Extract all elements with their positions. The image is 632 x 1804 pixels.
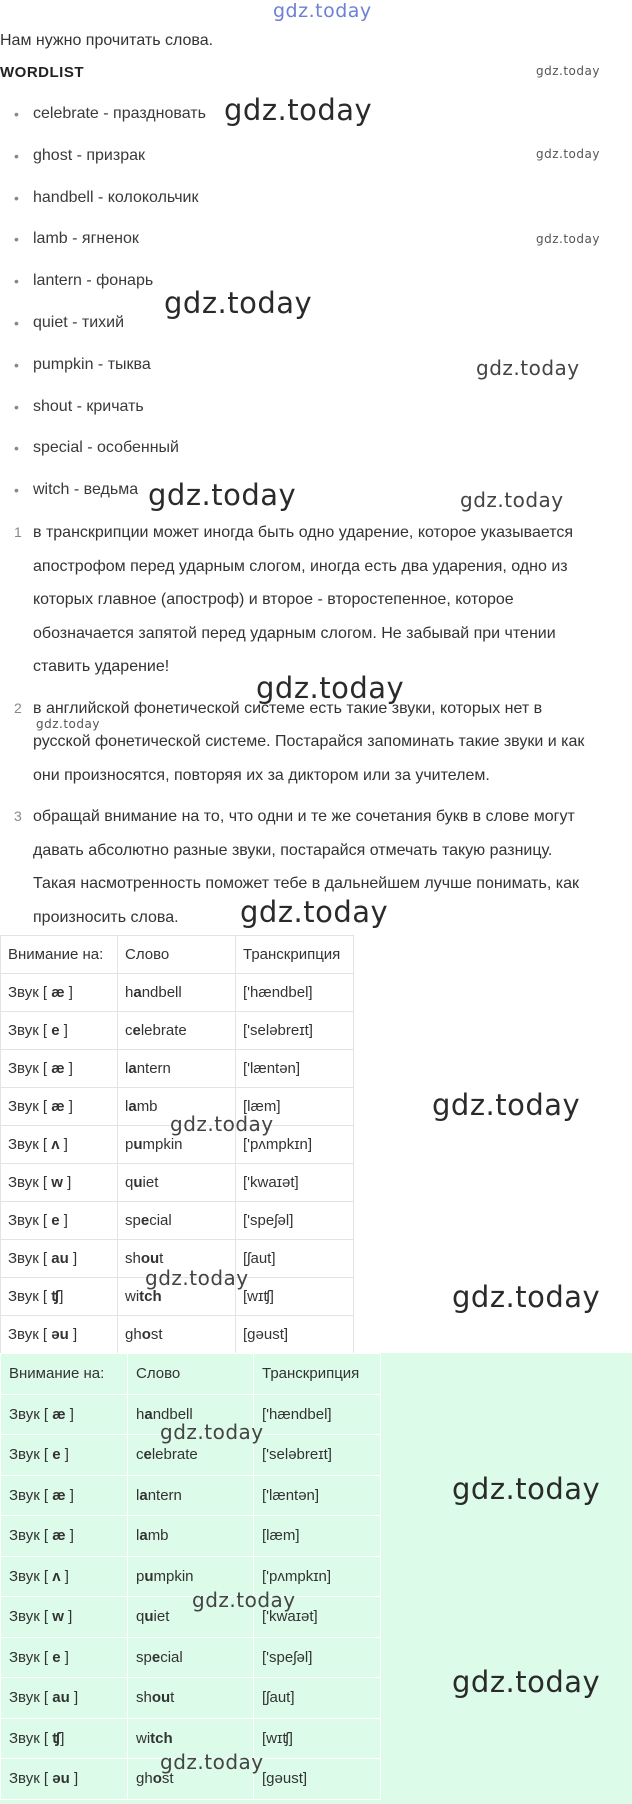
sound-suffix: ] — [69, 1770, 79, 1788]
word-part: iet — [142, 1174, 159, 1191]
word-highlight: u — [133, 1174, 143, 1191]
sound-suffix: ] — [64, 1098, 73, 1115]
watermark: gdz.today — [192, 1588, 296, 1612]
word-part: mb — [147, 1527, 169, 1545]
tip-line: в английской фонетической системе есть такие звуки, которых нет в — [33, 699, 543, 717]
tip-line: ставить ударение! — [33, 658, 170, 675]
list-item: • lamb - ягненок — [0, 228, 206, 270]
watermark: gdz.today — [240, 895, 389, 929]
sound-suffix: ] — [63, 1608, 73, 1626]
column-header: Транскрипция — [254, 1354, 381, 1395]
word-highlight: e — [143, 1446, 152, 1464]
watermark: gdz.today — [536, 232, 600, 246]
word-cell — [128, 1678, 254, 1719]
sound-prefix: Звук [ — [8, 1098, 52, 1115]
sound-prefix: Звук [ — [8, 984, 52, 1001]
word-highlight: a — [128, 1060, 137, 1077]
word-part: c — [136, 1446, 144, 1464]
transcription-cell: [ʃaut] — [236, 1240, 354, 1278]
word-part: gh — [136, 1770, 153, 1788]
watermark-top: gdz.today — [273, 0, 372, 22]
transcription-cell: [læm] — [254, 1516, 381, 1557]
sound-cell — [1, 1316, 118, 1354]
word-highlight: a — [139, 1527, 148, 1545]
sound-suffix: ] — [60, 1567, 69, 1585]
sound-cell — [1, 1088, 118, 1126]
list-item: • pumpkin - тыква — [0, 354, 206, 396]
word-highlight: e — [132, 1022, 141, 1039]
sound-prefix: Звук [ — [9, 1527, 53, 1545]
sound-prefix: Звук [ — [9, 1689, 53, 1707]
column-header: Внимание на: — [1, 1354, 128, 1395]
word-part: ndbell — [141, 984, 182, 1001]
transcription-cell: ['kwaɪət] — [236, 1164, 354, 1202]
sound-symbol: e — [51, 1022, 60, 1039]
sound-cell — [1, 974, 118, 1012]
transcription-cell: [wɪʧ] — [254, 1718, 381, 1759]
sound-suffix: ] — [60, 1446, 69, 1464]
sound-cell — [1, 1556, 128, 1597]
sound-prefix: Звук [ — [9, 1648, 53, 1666]
table-row — [1, 1475, 381, 1516]
tip-line: обозначается запятой перед ударным слогом. Не забывай при чтении — [33, 624, 556, 642]
sound-suffix: ] — [59, 1212, 68, 1229]
transcription-cell: ['speʃəl] — [254, 1637, 381, 1678]
intro-text: Нам нужно прочитать слова. — [0, 32, 214, 49]
transcription-cell: ['speʃəl] — [236, 1202, 354, 1240]
word-part: l — [125, 1060, 129, 1077]
sound-cell — [1, 1126, 118, 1164]
sound-cell — [1, 1678, 128, 1719]
word-part: p — [125, 1136, 134, 1153]
watermark: gdz.today — [256, 671, 405, 705]
sound-symbol: æ — [52, 1405, 66, 1423]
tip-line: которых главное (апостроф) и второе - второстепенное, которое — [33, 591, 514, 608]
list-item: • celebrate - праздновать — [0, 103, 206, 145]
sound-suffix: ] — [62, 1174, 72, 1191]
word-highlight: a — [139, 1486, 148, 1504]
watermark: gdz.today — [148, 478, 297, 512]
word-cell — [118, 1316, 236, 1354]
sound-suffix: ] — [59, 1022, 68, 1039]
word-part: sh — [125, 1250, 141, 1267]
sound-symbol: e — [52, 1648, 61, 1666]
sound-symbol: ʧ — [52, 1729, 61, 1747]
sound-symbol: w — [51, 1174, 63, 1191]
sound-suffix: ] — [68, 1326, 78, 1343]
sound-symbol: əu — [51, 1326, 69, 1343]
word-highlight: u — [144, 1567, 154, 1585]
sound-symbol: au — [51, 1250, 69, 1267]
word-part: mb — [136, 1098, 158, 1115]
table-row — [1, 1556, 381, 1597]
word-cell — [118, 1012, 236, 1050]
sound-prefix: Звук [ — [8, 1174, 52, 1191]
word-highlight: e — [151, 1648, 161, 1666]
transcription-cell: ['hændbel] — [236, 974, 354, 1012]
sound-prefix: Звук [ — [9, 1446, 53, 1464]
watermark: gdz.today — [36, 717, 100, 731]
column-header: Внимание на: — [1, 936, 118, 974]
sound-suffix: ] — [59, 1288, 64, 1305]
word-highlight: tch — [150, 1729, 173, 1747]
sound-symbol: w — [52, 1608, 64, 1626]
sound-cell — [1, 1475, 128, 1516]
word-part: wi — [125, 1288, 140, 1305]
sound-prefix: Звук [ — [8, 1060, 52, 1077]
sound-prefix: Звук [ — [8, 1136, 52, 1153]
list-item: • handbell - колокольчик — [0, 187, 206, 229]
word-highlight: u — [133, 1136, 143, 1153]
watermark: gdz.today — [460, 488, 564, 512]
table-row — [1, 1316, 354, 1354]
sound-prefix: Звук [ — [9, 1567, 53, 1585]
sound-symbol: æ — [52, 1527, 66, 1545]
sound-cell — [1, 1394, 128, 1435]
watermark: gdz.today — [476, 356, 580, 380]
sound-symbol: e — [52, 1446, 61, 1464]
sound-suffix: ] — [65, 1486, 74, 1504]
sound-suffix: ] — [64, 1060, 73, 1077]
word-part: q — [136, 1608, 145, 1626]
table-row — [1, 1202, 354, 1240]
sound-prefix: Звук [ — [8, 1250, 52, 1267]
sound-cell — [1, 1164, 118, 1202]
sound-suffix: ] — [60, 1648, 69, 1666]
sound-prefix: Звук [ — [9, 1486, 53, 1504]
sound-prefix: Звук [ — [8, 1288, 52, 1305]
word-highlight: ou — [151, 1689, 171, 1707]
word-part: mpkin — [142, 1136, 183, 1153]
watermark: gdz.today — [170, 1112, 274, 1136]
word-part: h — [125, 984, 134, 1001]
word-highlight: o — [152, 1770, 162, 1788]
watermark: gdz.today — [160, 1420, 264, 1444]
word-part: t — [170, 1689, 175, 1707]
word-part: q — [125, 1174, 134, 1191]
word-part: cial — [160, 1648, 183, 1666]
sound-suffix: ] — [64, 984, 73, 1001]
watermark: gdz.today — [145, 1266, 249, 1290]
sound-prefix: Звук [ — [8, 1022, 52, 1039]
word-cell — [118, 1202, 236, 1240]
list-item: • witch - ведьма — [0, 479, 206, 521]
tip-line: апострофом перед ударным слогом, иногда есть два ударения, одно из — [33, 557, 568, 575]
transcription-cell: ['pʌmpkɪn] — [254, 1556, 381, 1597]
word-part: lebrate — [151, 1446, 198, 1464]
word-cell — [128, 1475, 254, 1516]
column-header: Слово — [118, 936, 236, 974]
word-part: cial — [149, 1212, 172, 1229]
sound-cell — [1, 1050, 118, 1088]
tip-item — [0, 516, 632, 684]
word-highlight: a — [128, 1098, 137, 1115]
column-header: Транскрипция — [236, 936, 354, 974]
word-highlight: e — [140, 1212, 150, 1229]
transcription-cell: [gəust] — [254, 1759, 381, 1800]
word-highlight: a — [144, 1405, 153, 1423]
list-item: • shout - кричать — [0, 396, 206, 438]
word-part: wi — [136, 1729, 151, 1747]
transcription-cell: ['seləbreɪt] — [254, 1435, 381, 1476]
sound-prefix: Звук [ — [9, 1729, 53, 1747]
tip-number: 2 — [14, 699, 22, 716]
list-item: • special - особенный — [0, 437, 206, 479]
sound-prefix: Звук [ — [8, 1326, 52, 1343]
sound-cell — [1, 1718, 128, 1759]
word-part: h — [136, 1405, 145, 1423]
word-part: st — [161, 1770, 174, 1788]
sound-suffix: ] — [65, 1527, 74, 1545]
transcription-cell: ['seləbreɪt] — [236, 1012, 354, 1050]
sound-prefix: Звук [ — [9, 1405, 53, 1423]
word-part: gh — [125, 1326, 142, 1343]
tip-line: в транскрипции может иногда быть одно ударение, которое указывается — [33, 524, 574, 541]
tip-line: произносить слова. — [33, 908, 179, 926]
table-row — [1, 1597, 381, 1638]
sound-symbol: e — [51, 1212, 60, 1229]
transcription-cell: ['læntən] — [236, 1050, 354, 1088]
sound-suffix: ] — [69, 1689, 79, 1707]
sound-symbol: æ — [51, 984, 65, 1001]
tip-item — [0, 692, 632, 793]
sound-symbol: ʌ — [52, 1567, 61, 1585]
sound-cell — [1, 1516, 128, 1557]
word-part: sp — [136, 1648, 152, 1666]
table-row — [1, 1637, 381, 1678]
word-cell — [128, 1516, 254, 1557]
table-row — [1, 1516, 381, 1557]
sound-cell — [1, 1278, 118, 1316]
word-part: sp — [125, 1212, 141, 1229]
transcription-cell: ['hændbel] — [254, 1394, 381, 1435]
table-body — [1, 936, 354, 1354]
sound-symbol: ʌ — [51, 1136, 60, 1153]
tip-line: русской фонетической системе. Постарайся запоминать такие звуки и как — [33, 733, 585, 750]
word-part: st — [150, 1326, 163, 1343]
table-row — [1, 1678, 381, 1719]
sound-suffix: ] — [60, 1729, 65, 1747]
tip-line: они произносятся, повторяя их за диктором или за учителем. — [33, 766, 490, 784]
word-part: c — [125, 1022, 133, 1039]
tip-line: обращай внимание на то, что одни и те же сочетания букв в слове могут — [33, 808, 575, 825]
highlighted-table-area — [0, 1353, 632, 1804]
word-highlight: ou — [140, 1250, 160, 1267]
word-part: l — [136, 1527, 140, 1545]
transcription-cell: ['pʌmpkɪn] — [236, 1126, 354, 1164]
sound-cell — [1, 1637, 128, 1678]
watermark: gdz.today — [164, 286, 313, 320]
sound-symbol: ʧ — [51, 1288, 60, 1305]
sound-cell — [1, 1012, 118, 1050]
sound-symbol: æ — [51, 1060, 65, 1077]
watermark: gdz.today — [432, 1088, 581, 1122]
word-part: ntern — [147, 1486, 182, 1504]
sound-cell — [1, 1759, 128, 1800]
sound-symbol: əu — [52, 1770, 70, 1788]
tip-line: давать абсолютно разные звуки, постарайся отмечать такую разницу. — [33, 841, 553, 859]
sound-symbol: au — [52, 1689, 70, 1707]
word-highlight: a — [133, 984, 142, 1001]
tip-number: 3 — [14, 808, 22, 824]
table-row — [1, 1012, 354, 1050]
word-highlight: o — [141, 1326, 151, 1343]
transcription-cell: [wɪʧ] — [236, 1278, 354, 1316]
word-highlight: tch — [139, 1288, 162, 1305]
word-part: iet — [153, 1608, 170, 1626]
list-item: • quiet - тихий — [0, 312, 206, 354]
word-part: p — [136, 1567, 145, 1585]
watermark: gdz.today — [160, 1750, 264, 1774]
word-highlight: u — [144, 1608, 154, 1626]
table-header-row — [1, 936, 354, 974]
sound-suffix: ] — [68, 1250, 78, 1267]
word-part: sh — [136, 1689, 152, 1707]
pronunciation-table — [0, 935, 354, 1354]
word-part: ntern — [136, 1060, 171, 1077]
column-header: Слово — [128, 1354, 254, 1395]
word-cell — [118, 974, 236, 1012]
tip-number: 1 — [14, 524, 22, 540]
watermark: gdz.today — [536, 64, 600, 78]
watermark: gdz.today — [536, 147, 600, 161]
sound-cell — [1, 1435, 128, 1476]
tip-line: Такая насмотренность поможет тебе в дальнейшем лучше понимать, как — [33, 875, 579, 892]
word-part: ndbell — [152, 1405, 193, 1423]
watermark: gdz.today — [452, 1665, 601, 1699]
word-part: mpkin — [153, 1567, 194, 1585]
word-cell — [128, 1637, 254, 1678]
sound-prefix: Звук [ — [9, 1608, 53, 1626]
sound-cell — [1, 1240, 118, 1278]
list-item: • ghost - призрак — [0, 145, 206, 187]
table-row — [1, 1050, 354, 1088]
word-part: l — [125, 1098, 129, 1115]
sound-cell — [1, 1202, 118, 1240]
sound-prefix: Звук [ — [9, 1770, 53, 1788]
sound-suffix: ] — [59, 1136, 68, 1153]
wordlist-title: WORDLIST — [0, 64, 84, 81]
table-header-row — [1, 1354, 381, 1395]
transcription-cell: [ʃaut] — [254, 1678, 381, 1719]
transcription-cell: [læm] — [236, 1088, 354, 1126]
transcription-cell: ['kwaɪət] — [254, 1597, 381, 1638]
sound-symbol: æ — [51, 1098, 65, 1115]
word-cell — [118, 1164, 236, 1202]
watermark: gdz.today — [452, 1472, 601, 1506]
word-part: t — [159, 1250, 164, 1267]
word-cell — [118, 1050, 236, 1088]
table-row — [1, 974, 354, 1012]
sound-cell — [1, 1597, 128, 1638]
sound-symbol: æ — [52, 1486, 66, 1504]
sound-suffix: ] — [65, 1405, 74, 1423]
table-row — [1, 1164, 354, 1202]
list-item: • lantern - фонарь — [0, 270, 206, 312]
transcription-cell: ['læntən] — [254, 1475, 381, 1516]
watermark: gdz.today — [452, 1280, 601, 1314]
sound-prefix: Звук [ — [8, 1212, 52, 1229]
transcription-cell: [gəust] — [236, 1316, 354, 1354]
word-part: l — [136, 1486, 140, 1504]
watermark: gdz.today — [224, 93, 373, 127]
word-part: lebrate — [140, 1022, 187, 1039]
